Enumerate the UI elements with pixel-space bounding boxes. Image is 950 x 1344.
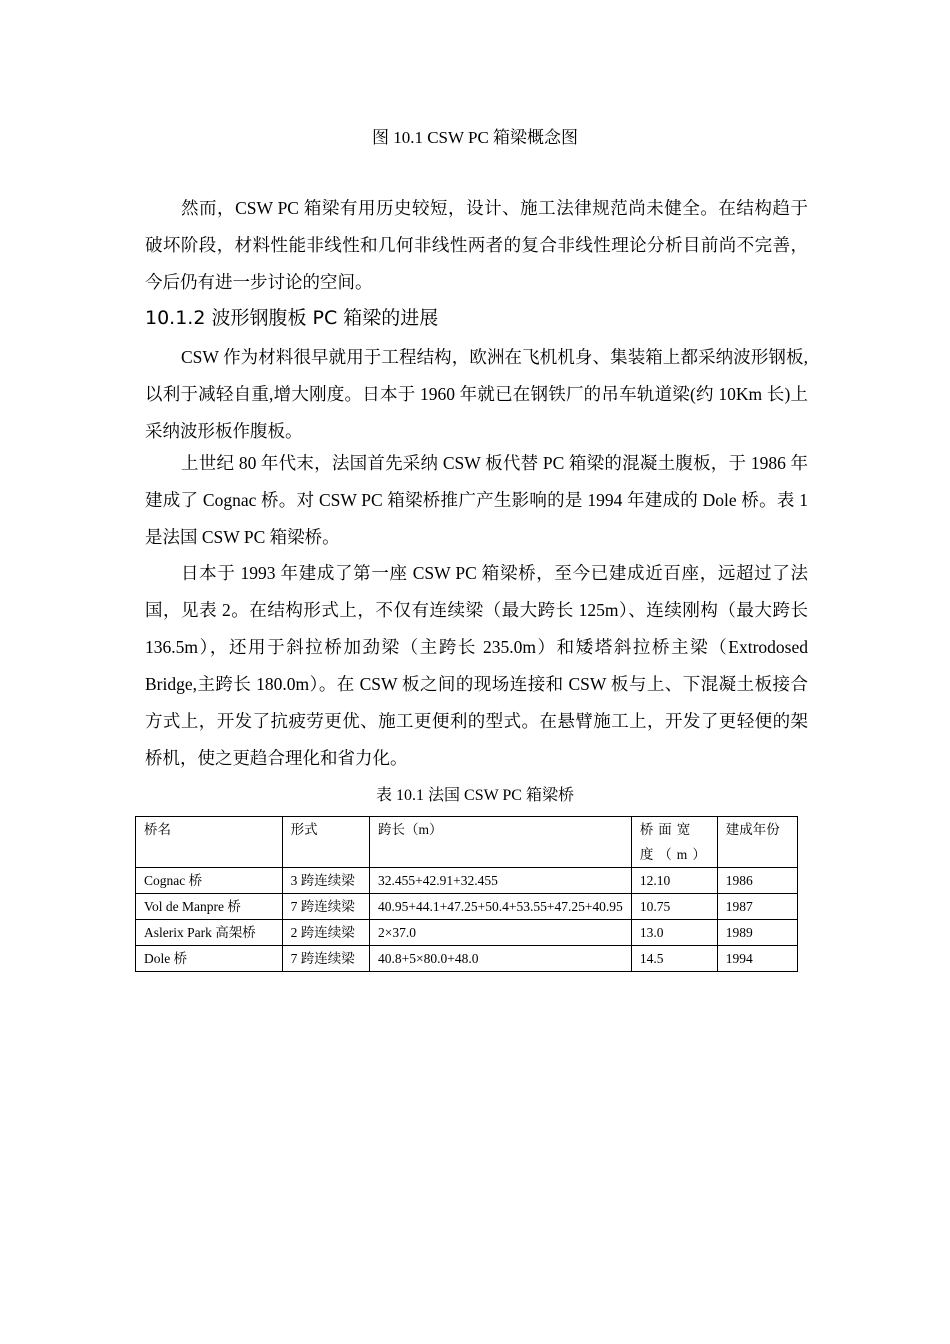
table-cell: 1986 [717,868,797,894]
table-cell: 7 跨连续梁 [282,894,369,920]
header-cell: 建成年份 [717,817,797,868]
table-header-row [136,817,798,868]
section-heading: 10.1.2 波形钢腹板 PC 箱梁的进展 [145,307,439,329]
table-cell: 7 跨连续梁 [282,946,369,972]
table-cell: 14.5 [631,946,717,972]
table-row [136,868,798,894]
table-cell: 3 跨连续梁 [282,868,369,894]
header-cell: 桥面宽度（m） [631,817,717,868]
paragraph: CSW 作为材料很早就用于工程结构，欧洲在飞机机身、集装箱上都采纳波形钢板,以利于减轻自重,增大刚度。日本于 1960 年就已在钢铁厂的吊车轨道梁(约 10Km 长)上采纳波形板作腹板。 [145,347,808,441]
table-row [136,894,798,920]
paragraph: 然而，CSW PC 箱梁有用历史较短，设计、施工法律规范尚未健全。在结构趋于破坏阶段，材料性能非线性和几何非线性两者的复合非线性理论分析目前尚不完善，今后仍有进一步讨论的空间。 [145,198,808,292]
paragraph: 日本于 1993 年建成了第一座 CSW PC 箱梁桥，至今已建成近百座，远超过了法国，见表 2。在结构形式上，不仅有连续梁（最大跨长 125m）、连续刚构（最大跨长 136.5m），还用于斜拉桥加劲梁（主跨长 235.0m）和矮塔斜拉桥主梁（Extrodosed Bridge,主跨长 180.0m）。在 CSW 板之间的现场连接和 CSW 板与上、下混凝土板接合方式上，开发了抗疲劳更优、施工更便利的型式。在悬臂施工上，开发了更轻便的架桥机，使之更趋合理化和省力化。 [145,563,808,768]
table-cell: 1987 [717,894,797,920]
table-cell: Cognac 桥 [136,868,283,894]
figure-caption: 图 10.1 CSW PC 箱梁概念图 [371,128,579,147]
table-cell: 40.95+44.1+47.25+50.4+53.55+47.25+40.95 [370,894,632,920]
table-cell: 2×37.0 [370,920,632,946]
table-cell: 13.0 [631,920,717,946]
table-cell: 10.75 [631,894,717,920]
table-caption: 表 10.1 法国 CSW PC 箱梁桥 [376,787,574,804]
header-cell: 形式 [282,817,369,868]
table-cell: 40.8+5×80.0+48.0 [370,946,632,972]
table-cell: 1994 [717,946,797,972]
table-row [136,920,798,946]
paragraph: 上世纪 80 年代末，法国首先采纳 CSW 板代替 PC 箱梁的混凝土腹板，于 1986 年建成了 Cognac 桥。对 CSW PC 箱梁桥推广产生影响的是 1994 年建成的 Dole 桥。表 1 是法国 CSW PC 箱梁桥。 [145,453,808,547]
table-cell: Dole 桥 [136,946,283,972]
table-cell: Vol de Manpre 桥 [136,894,283,920]
bridge-table [135,816,798,972]
table-cell: 12.10 [631,868,717,894]
table-cell: 32.455+42.91+32.455 [370,868,632,894]
table-row [136,946,798,972]
table-cell: 1989 [717,920,797,946]
table-cell: 2 跨连续梁 [282,920,369,946]
header-cell: 跨长（m） [370,817,632,868]
header-cell: 桥名 [136,817,283,868]
table-cell: Aslerix Park 高架桥 [136,920,283,946]
